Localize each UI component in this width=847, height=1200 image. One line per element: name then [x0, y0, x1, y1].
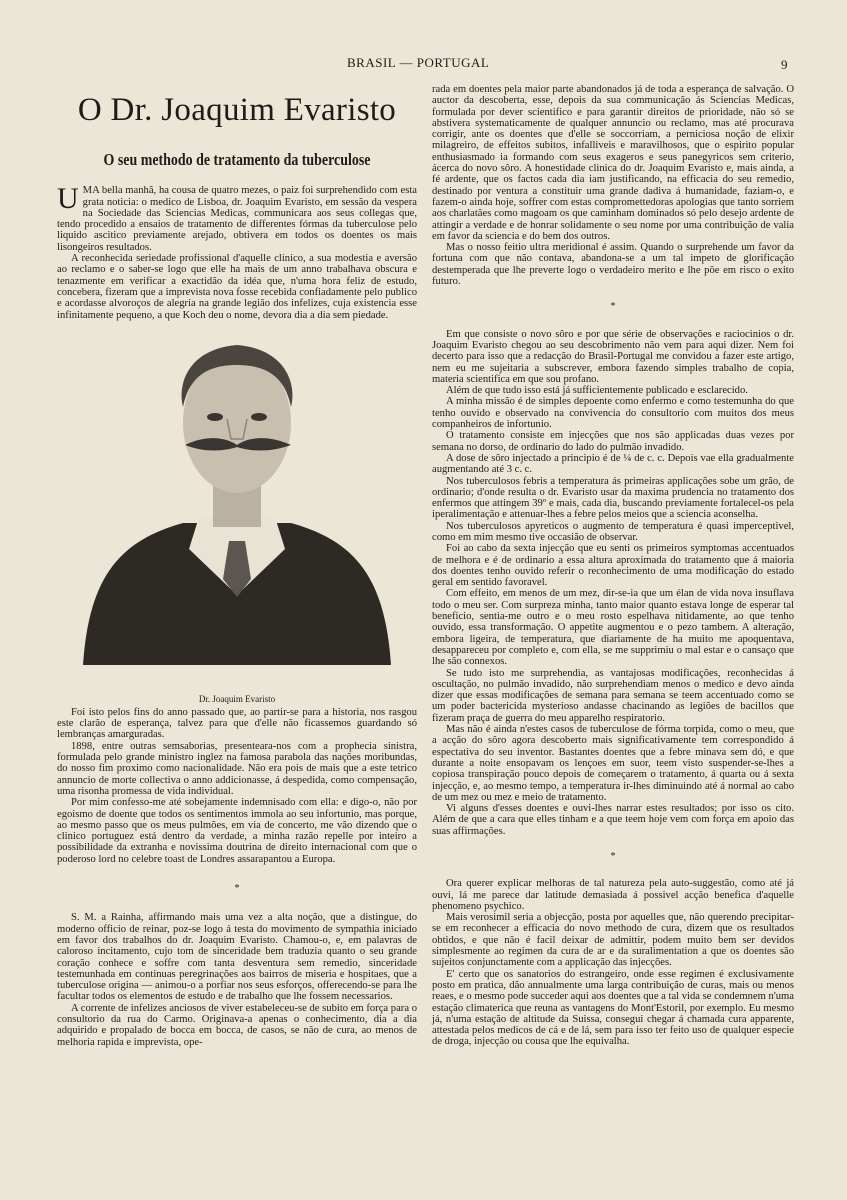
paragraph: Foi isto pelos fins do anno passado que, ao partir-se para a historia, nos rasgou este clarão de esperança, talvez para que d'elle não ficassemos guardando só lembranças amarguradas.: [57, 706, 417, 741]
paragraph: Vi alguns d'esses doentes e ouvi-lhes narrar estes resultados; por isso os cito. Além de que a cara que elles tinham e a que teem hoje vem com força em apoio das suas affirmações.: [432, 803, 794, 837]
paragraph: Mas o nosso feitio ultra meridional é assim. Quando o surprehende um favor da fortuna com que não contava, abandona-se a um tal impeto de glorificação destemperada que lhe preverte logo o verdadeiro merito e lhe põe em risco o exito futuro.: [432, 242, 794, 288]
paragraph: Em que consiste o novo sôro e por que série de observações e raciocinios o dr. Joaquim Evaristo chegou ao seu descobrimento não vem para aqui dizer. Nem foi decerto para isso que a redacção do Brasil-Portugal me convidou a fazer este artigo, nem eu me sujeitaria a subscrever, embora fazendo simples trabalho de copia, materia scientifica em que sou profano.: [432, 328, 794, 385]
section-separator: *: [610, 301, 616, 313]
left-column: [57, 86, 417, 1048]
portrait-figure: [57, 327, 417, 707]
paragraph: Por mim confesso-me até sobejamente indemnisado com ella: e digo-o, não por egoismo de doente que todos os sentimentos immola ao seu infortunio, mas porque, ao mesmo passo que os meus pulmões, em via de concerto, me vão dizendo que o clinico portuguez está dentro da verdade, a minha razão repelle por inteiro a possibilidade da extranha e novissima doutrina de direito internacional com que o poderoso lord no celebre toast de Londres assarapantou a Europa.: [57, 797, 417, 865]
section-separator: *: [610, 851, 616, 862]
paragraph: Nos tuberculosos febris a temperatura ás primeiras applicações sobe um grão, de ordinario; d'onde resulta o dr. Evaristo usar da maxima prudencia no tratamento dos enfermos que attingem 39º e mais, cada dia, buscando previamente fortalecel-os pela iperalimentação e attenuar-lhes a febre pelos meios que a sciencia aconselha.: [432, 475, 794, 521]
portrait-caption: Dr. Joaquim Evaristo: [198, 693, 276, 704]
page-header: [0, 55, 847, 75]
paragraph: A minha missão é de simples depoente como enfermo e como testemunha do que tenho ouvido e observado na convivencia do consultorio com muitos dos meus companheiros de infortunio.: [432, 396, 794, 431]
right-column: [432, 84, 794, 1048]
running-title: BRASIL — PORTUGAL: [347, 55, 490, 70]
paragraph: Foi ao cabo da sexta injecção que eu senti os primeiros symptomas accentuados de melhora e é de ordinario a essa altura aproximada do tratamento que á maioria dos doentes tenho ouvido referir o reconhecimento de uma modificação do estado geral em sentido favoravel.: [432, 543, 794, 589]
drop-cap: U: [57, 182, 79, 216]
paragraph: Nos tuberculosos apyreticos o augmento de temperatura é quasi imperceptivel, como em mim mesmo tive occasião de observar.: [432, 520, 794, 543]
article-title: O Dr. Joaquim Evaristo: [77, 92, 397, 128]
paragraph: Mais verosimil seria a objecção, posta por aquelles que, não querendo precipitar-se em reconhecer a efficacia do novo methodo de cura, dizem que os resultados obtidos, e que não é facil deixar de admittir, podem muito bem ser devidos simplesmente ao regimen da cura de ar e da suralimentation a que os doentes são sujeitos conjunctamente com a applicação das injecções.: [432, 912, 794, 969]
article-subtitle: O seu methodo de tratamento da tuberculose: [103, 150, 371, 169]
page-number: 9: [781, 57, 788, 72]
paragraph: E' certo que os sanatorios do estrangeiro, onde esse regimen é exclusivamente posto em pratica, dão annualmente uma larga contribuição de curas, mais ou menos reaes, e o mesmo pode succeder aqui aos doentes que a tal vida se condemnem n'uma estação climaterica que reuna as vantagens do Mont'Estoril, por exemplo. Eu mesmo já, n'uma estação de altitude da Suissa, consegui chegar á chamada cura apparente, attestada pelos medicos de cá e de lá, sem para isso ter feito uso de qualquer especie de droga, injecção ou cousa que lhe equivalha.: [432, 968, 794, 1048]
paragraph: Além de que tudo isso está já sufficientemente publicado e esclarecido.: [446, 385, 748, 397]
paragraph: A reconhecida seriedade profissional d'aquelle clinico, a sua modestia e aversão ao reclamo e o saber-se logo que elle ha mais de um anno trabalhava obscura e tenazmente em verificar a exactidão da idéa que, n'uma hora feliz de estudo, concebera, fizeram que a imprevista nova fosse recebida confiadamente pelo publico e acordasse alvoroços de alegria na grande legião dos infelizes, cuja existencia esse infinitamente pequeno, a que Koch deu o nome, devora dia a dia sem piedade.: [57, 253, 417, 321]
paragraph: A dose de sôro injectado a principio é de ¼ de c. c. Depois vae ella gradualmente augmentando até 3 c. c.: [432, 452, 794, 476]
paragraph: UMA bella manhã, ha cousa de quatro mezes, o paiz foi surprehendido com esta grata noticia: o medico de Lisboa, dr. Joaquim Evaristo, em sessão da vespera na Sociedade das Sciencias Medicas, communicara aos seus collegas que, tendo procedido a ensaios de tratamento de differentes fórmas da tuberculose pelo liquido ascitico previamente arejado, obtivera em todos os doentes os mais lisongeiros resultados.: [57, 182, 417, 253]
paragraph: 1898, entre outras semsaborias, presenteara-nos com a prophecia sinistra, formulada pelo grande ministro inglez na famosa parabola das nações moribundas, do nosso fim proximo como nacionalidade. Não era pois de mais que a este tetrico annuncio de morte collectiva o anno addicionasse, á despedida, como compensação, uma risonha promessa de vida individual.: [57, 740, 417, 797]
section-separator: *: [234, 883, 240, 895]
paragraph: Ora querer explicar melhoras de tal natureza pela auto-suggestão, como até já ouvi, lá me parece dar latitude demasiada á possivel acção benefica d'aquelle phenomeno psychico.: [432, 878, 794, 912]
paragraph: O tratamento consiste em injecções que nos são applicadas duas vezes por semana no dorso, de ordinario do lado do pulmão invadido.: [432, 430, 794, 453]
paragraph: A corrente de infelizes anciosos de viver estabeleceu-se de subito em força para o consultorio da rua do Carmo. Originava-a apenas o conhecimento, dia a dia adquirido e propalado de bocca em bocca, de casos, se não de cura, ao menos de melhoria rapida e imprevista, ope-: [57, 1002, 417, 1048]
paragraph: Se tudo isto me surprehendia, as vantajosas modificações, reconhecidas á oscultação, no pulmão invadido, não surprehendiam menos o medico e devo ainda dizer que essas modificações de semana para semana se teem accentuado como se um poder bactericida mysterioso andasse chacinando as legiões de bacillos que fizeram praça de guerra do meu apparelho respiratorio.: [432, 667, 794, 724]
paragraph: Com effeito, em menos de um mez, dir-se-ia que um élan de vida nova insuflava todo o meu ser. Com surpreza minha, tanto maior quanto estava longe de esperar tal beneficio, sentia-me outro e o meu rosto espelhava nitidamente, ao que tenho ouvido, essa transformação. O appetite augmentou e o pezo tambem. A alteração, embora ligeira, de temperatura, que diariamente de ha muito me apoquentava, desappareceu por completo e, com ella, se me supprimiu o mal estar e o cansaço que lhe são connexos.: [432, 588, 794, 668]
paragraph: S. M. a Rainha, affirmando mais uma vez a alta noção, que a distingue, do moderno officio de reinar, poz-se logo á testa do movimento de sympathia iniciado em favor dos trabalhos do dr. Joaquim Evaristo. Chamou-o, e, em palavras de caloroso incitamento, cujo tom de sinceridade bem traduzia quanto o seu grande coração conhece e soffre com tanta desventura sem remedio, sinceridade testemunhada em continuas peregrinações aos bairros de miseria e hospitaes, que a tuberculose origina — animou-o a porfiar nos seus esforços, offerecendo-se para lhe facultar todos os elementos de estudo e de trabalho que lhe fossem necessarios.: [57, 912, 417, 1003]
portrait-image: [79, 327, 395, 673]
paragraph: Mas não é ainda n'estes casos de tuberculose de fórma torpida, como o meu, que a acção do sôro agora descoberto mais significativamente tem correspondido á espectativa do seu inventor. Bastantes doentes que a febre minava sem dó, e que durante a noite ensopavam os lençoes em suor, teem visto suspender-se-lhes a copiosa transpiração pouco depois de começarem o tratamento, á quarta ou á sexta injecção, e, ao mesmo tempo, a temperatura ir-lhes diminuindo até á normal ao cabo de um mez ou mez e meio de tratamento.: [432, 724, 794, 803]
paragraph: rada em doentes pela maior parte abandonados já de toda a esperança de salvação. O auctor da descoberta, esse, depois da sua communicação ás Sciencias Medicas, formulada por dever scientifico e para garantir direitos de prioridade, não só se abstivera systematicamente de qualquer annuncio ou reclamo, mas até procurava corrigir, ante os doentes que d'elle se soccorriam, a perniciosa noção de elixir milagreiro, de effeitos subitos, infalliveis e maravilhosos, que o espirito popular enthusiasmado ia formando com seus exageros e seus panegyricos sem criterio, ácerca do novo sôro. A honestidade clinica do dr. Joaquim Evaristo e, mais ainda, a fé ardente, que os factos cada dia iam justificando, na efficacia do seu remedio, destinado por ventura a constituir uma grande dadiva á humanidade, faziam-o, e fazem-o ainda hoje, soffrer com estas compromettedoras apologias que tanto sorriem aos charlatães como magoam os que caminham dominados só pelo desejo ardente de attingir a verdade e de honrar solidamente o seu nome por uma contribuição de valia em favor da sciencia e do bem dos outros.: [432, 84, 794, 242]
